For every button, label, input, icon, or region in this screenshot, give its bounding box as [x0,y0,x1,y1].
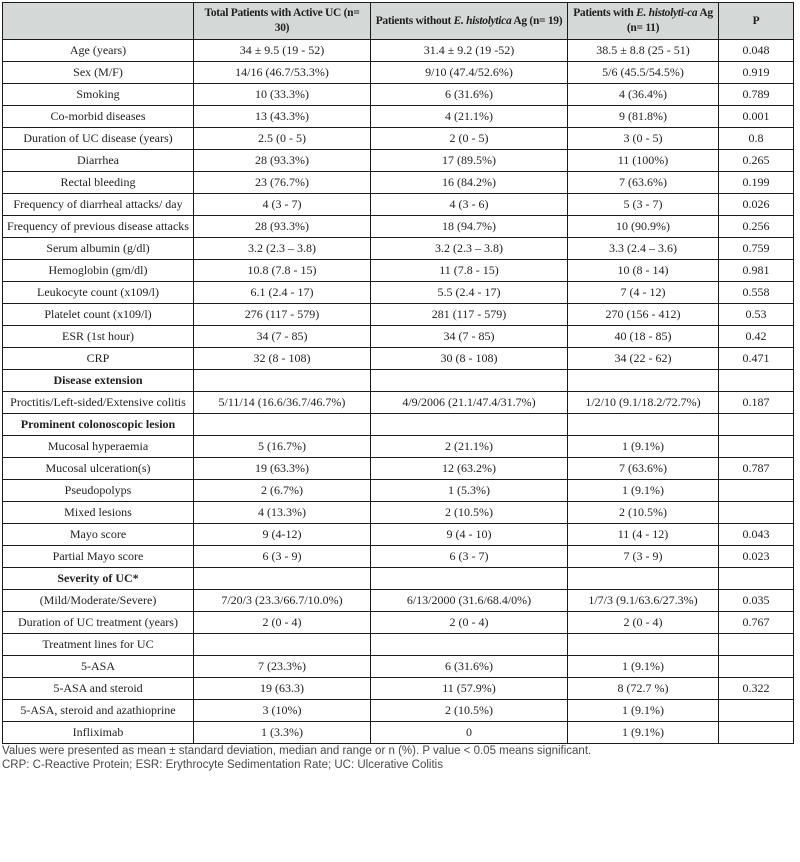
cell-with-ag: 2 (0 - 4) [568,612,719,634]
cell-p-value: 0.787 [719,458,794,480]
table-row [3,480,794,502]
cell-with-ag: 11 (100%) [568,150,719,172]
cell-total: 6.1 (2.4 - 17) [194,282,371,304]
header-text: Ag (n= 19) [511,14,563,27]
cell-without-ag: 281 (117 - 579) [371,304,568,326]
cell-p-value: 0.043 [719,524,794,546]
row-label: Duration of UC treatment (years) [3,612,194,634]
col-header-empty [3,3,194,40]
cell-without-ag: 9 (4 - 10) [371,524,568,546]
cell-without-ag: 6 (31.6%) [371,656,568,678]
cell-with-ag: 10 (90.9%) [568,216,719,238]
cell-with-ag: 9 (81.8%) [568,106,719,128]
row-label: Leukocyte count (x109/l) [3,282,194,304]
row-label: Severity of UC* [3,568,194,590]
cell-p-value [719,568,794,590]
row-label: Diarrhea [3,150,194,172]
table-row [3,546,794,568]
cell-without-ag: 6 (31.6%) [371,84,568,106]
table-row [3,392,794,414]
cell-total: 3 (10%) [194,700,371,722]
cell-total: 4 (13.3%) [194,502,371,524]
cell-p-value: 0.026 [719,194,794,216]
table-row [3,458,794,480]
cell-without-ag [371,634,568,656]
cell-with-ag: 1 (9.1%) [568,722,719,744]
cell-with-ag [568,414,719,436]
row-label: Pseudopolyps [3,480,194,502]
table-row [3,40,794,62]
cell-without-ag: 9/10 (47.4/52.6%) [371,62,568,84]
table-row [3,260,794,282]
table-row [3,150,794,172]
cell-total: 2 (0 - 4) [194,612,371,634]
row-label: Mucosal hyperaemia [3,436,194,458]
table-row [3,238,794,260]
cell-with-ag: 38.5 ± 8.8 (25 - 51) [568,40,719,62]
table-row [3,502,794,524]
cell-p-value [719,722,794,744]
cell-with-ag: 3.3 (2.4 – 3.6) [568,238,719,260]
row-label: Sex (M/F) [3,62,194,84]
cell-with-ag: 10 (8 - 14) [568,260,719,282]
cell-total: 10.8 (7.8 - 15) [194,260,371,282]
table-row [3,128,794,150]
row-label: Hemoglobin (gm/dl) [3,260,194,282]
cell-without-ag: 3.2 (2.3 – 3.8) [371,238,568,260]
header-italic-species: E. histolyti-ca [636,7,698,19]
col-header-without-ag [371,3,568,40]
cell-without-ag: 4 (21.1%) [371,106,568,128]
cell-without-ag: 6 (3 - 7) [371,546,568,568]
cell-p-value: 0.035 [719,590,794,612]
table-row [3,348,794,370]
cell-p-value: 0.919 [719,62,794,84]
cell-with-ag: 1/2/10 (9.1/18.2/72.7%) [568,392,719,414]
header-italic-species: E. histolytica [453,14,512,27]
cell-total: 6 (3 - 9) [194,546,371,568]
table-row [3,370,794,392]
table-row [3,326,794,348]
cell-without-ag: 2 (10.5%) [371,700,568,722]
cell-total: 7 (23.3%) [194,656,371,678]
table-header [3,3,794,40]
cell-without-ag [371,370,568,392]
cell-total: 1 (3.3%) [194,722,371,744]
table-row [3,634,794,656]
cell-total: 14/16 (46.7/53.3%) [194,62,371,84]
cell-total: 5/11/14 (16.6/36.7/46.7%) [194,392,371,414]
cell-p-value [719,414,794,436]
cell-with-ag [568,370,719,392]
cell-total: 32 (8 - 108) [194,348,371,370]
row-label: Frequency of previous disease attacks [3,216,194,238]
cell-total: 19 (63.3%) [194,458,371,480]
cell-with-ag: 5/6 (45.5/54.5%) [568,62,719,84]
cell-with-ag: 270 (156 - 412) [568,304,719,326]
header-text: Patients with [573,7,637,19]
cell-without-ag: 1 (5.3%) [371,480,568,502]
table-row [3,700,794,722]
row-label: Partial Mayo score [3,546,194,568]
cell-without-ag: 30 (8 - 108) [371,348,568,370]
row-label: Infliximab [3,722,194,744]
cell-total: 34 ± 9.5 (19 - 52) [194,40,371,62]
cell-with-ag: 7 (4 - 12) [568,282,719,304]
cell-total: 23 (76.7%) [194,172,371,194]
patient-characteristics-table-wrap [2,2,800,744]
row-label: Platelet count (x109/l) [3,304,194,326]
row-label: 5-ASA, steroid and azathioprine [3,700,194,722]
cell-without-ag: 11 (7.8 - 15) [371,260,568,282]
cell-p-value: 0.256 [719,216,794,238]
footnote-abbreviations: CRP: C-Reactive Protein; ESR: Erythrocyte Sedimentation Rate; UC: Ulcerative Colitis [2,758,443,771]
row-label: Mayo score [3,524,194,546]
cell-p-value: 0.001 [719,106,794,128]
row-label: Disease extension [3,370,194,392]
row-label: Treatment lines for UC [3,634,194,656]
cell-total [194,414,371,436]
table-row [3,106,794,128]
cell-without-ag [371,414,568,436]
cell-without-ag: 18 (94.7%) [371,216,568,238]
table-row [3,436,794,458]
cell-total: 4 (3 - 7) [194,194,371,216]
cell-without-ag: 12 (63.2%) [371,458,568,480]
cell-without-ag: 17 (89.5%) [371,150,568,172]
table-row [3,282,794,304]
cell-with-ag: 7 (63.6%) [568,172,719,194]
cell-total [194,370,371,392]
cell-without-ag: 16 (84.2%) [371,172,568,194]
cell-without-ag: 6/13/2000 (31.6/68.4/0%) [371,590,568,612]
row-label: Proctitis/Left-sided/Extensive colitis [3,392,194,414]
cell-p-value [719,634,794,656]
cell-with-ag: 4 (36.4%) [568,84,719,106]
cell-total: 28 (93.3%) [194,150,371,172]
cell-with-ag: 40 (18 - 85) [568,326,719,348]
table-row [3,524,794,546]
table-row [3,62,794,84]
cell-p-value [719,480,794,502]
cell-without-ag: 11 (57.9%) [371,678,568,700]
cell-p-value: 0.187 [719,392,794,414]
table-row [3,172,794,194]
cell-p-value [719,502,794,524]
row-label: Frequency of diarrheal attacks/ day [3,194,194,216]
cell-without-ag: 2 (21.1%) [371,436,568,458]
cell-p-value: 0.048 [719,40,794,62]
cell-total: 276 (117 - 579) [194,304,371,326]
footnote-values-note: Values were presented as mean ± standard deviation, median and range or n (%). P value < 0.05 means significant. [2,745,592,757]
cell-total: 2 (6.7%) [194,480,371,502]
row-label: Co-morbid diseases [3,106,194,128]
cell-total: 7/20/3 (23.3/66.7/10.0%) [194,590,371,612]
cell-total: 34 (7 - 85) [194,326,371,348]
cell-with-ag: 1 (9.1%) [568,480,719,502]
cell-p-value: 0.265 [719,150,794,172]
cell-with-ag: 7 (63.6%) [568,458,719,480]
row-label: Rectal bleeding [3,172,194,194]
cell-total: 2.5 (0 - 5) [194,128,371,150]
cell-with-ag: 11 (4 - 12) [568,524,719,546]
cell-with-ag: 7 (3 - 9) [568,546,719,568]
cell-without-ag: 2 (0 - 4) [371,612,568,634]
cell-p-value: 0.981 [719,260,794,282]
patient-characteristics-table [2,2,794,744]
table-row [3,722,794,744]
table-row [3,216,794,238]
cell-without-ag: 2 (0 - 5) [371,128,568,150]
cell-p-value: 0.789 [719,84,794,106]
cell-with-ag: 3 (0 - 5) [568,128,719,150]
cell-p-value: 0.8 [719,128,794,150]
cell-with-ag: 34 (22 - 62) [568,348,719,370]
cell-without-ag: 31.4 ± 9.2 (19 -52) [371,40,568,62]
cell-with-ag [568,568,719,590]
cell-p-value: 0.471 [719,348,794,370]
cell-p-value: 0.023 [719,546,794,568]
cell-with-ag: 1/7/3 (9.1/63.6/27.3%) [568,590,719,612]
table-row [3,590,794,612]
header-text: Ag (n= 11) [626,7,713,34]
row-label: 5-ASA and steroid [3,678,194,700]
cell-with-ag: 1 (9.1%) [568,700,719,722]
cell-p-value [719,436,794,458]
cell-without-ag: 5.5 (2.4 - 17) [371,282,568,304]
cell-total: 13 (43.3%) [194,106,371,128]
table-row [3,568,794,590]
table-row [3,678,794,700]
cell-p-value: 0.199 [719,172,794,194]
col-header-p-value: P [719,3,794,40]
cell-total: 9 (4-12) [194,524,371,546]
row-label: Smoking [3,84,194,106]
cell-total: 28 (93.3%) [194,216,371,238]
table-row [3,304,794,326]
cell-with-ag: 2 (10.5%) [568,502,719,524]
table-row [3,84,794,106]
table-row [3,194,794,216]
cell-p-value [719,370,794,392]
row-label: CRP [3,348,194,370]
cell-with-ag: 5 (3 - 7) [568,194,719,216]
cell-p-value: 0.759 [719,238,794,260]
cell-total [194,568,371,590]
cell-with-ag [568,634,719,656]
cell-p-value: 0.767 [719,612,794,634]
cell-without-ag: 0 [371,722,568,744]
cell-total: 5 (16.7%) [194,436,371,458]
row-label: Duration of UC disease (years) [3,128,194,150]
cell-with-ag: 1 (9.1%) [568,656,719,678]
row-label: Age (years) [3,40,194,62]
cell-without-ag: 4/9/2006 (21.1/47.4/31.7%) [371,392,568,414]
cell-without-ag: 2 (10.5%) [371,502,568,524]
header-row [3,3,794,40]
table-row [3,414,794,436]
cell-total: 3.2 (2.3 – 3.8) [194,238,371,260]
col-header-total-patients: Total Patients with Active UC (n= 30) [194,3,371,40]
table-row [3,656,794,678]
cell-without-ag [371,568,568,590]
cell-p-value: 0.53 [719,304,794,326]
cell-with-ag: 8 (72.7 %) [568,678,719,700]
row-label: (Mild/Moderate/Severe) [3,590,194,612]
cell-without-ag: 34 (7 - 85) [371,326,568,348]
row-label: Mucosal ulceration(s) [3,458,194,480]
col-header-with-ag [568,3,719,40]
cell-total [194,634,371,656]
cell-without-ag: 4 (3 - 6) [371,194,568,216]
cell-p-value: 0.322 [719,678,794,700]
cell-p-value [719,700,794,722]
table-footnotes [2,745,800,772]
row-label: Prominent colonoscopic lesion [3,414,194,436]
row-label: Mixed lesions [3,502,194,524]
table-row [3,612,794,634]
cell-total: 19 (63.3) [194,678,371,700]
cell-p-value [719,656,794,678]
row-label: Serum albumin (g/dl) [3,238,194,260]
row-label: 5-ASA [3,656,194,678]
cell-with-ag: 1 (9.1%) [568,436,719,458]
cell-total: 10 (33.3%) [194,84,371,106]
cell-p-value: 0.42 [719,326,794,348]
header-text: Patients without [375,14,454,27]
row-label: ESR (1st hour) [3,326,194,348]
table-body [3,40,794,744]
cell-p-value: 0.558 [719,282,794,304]
